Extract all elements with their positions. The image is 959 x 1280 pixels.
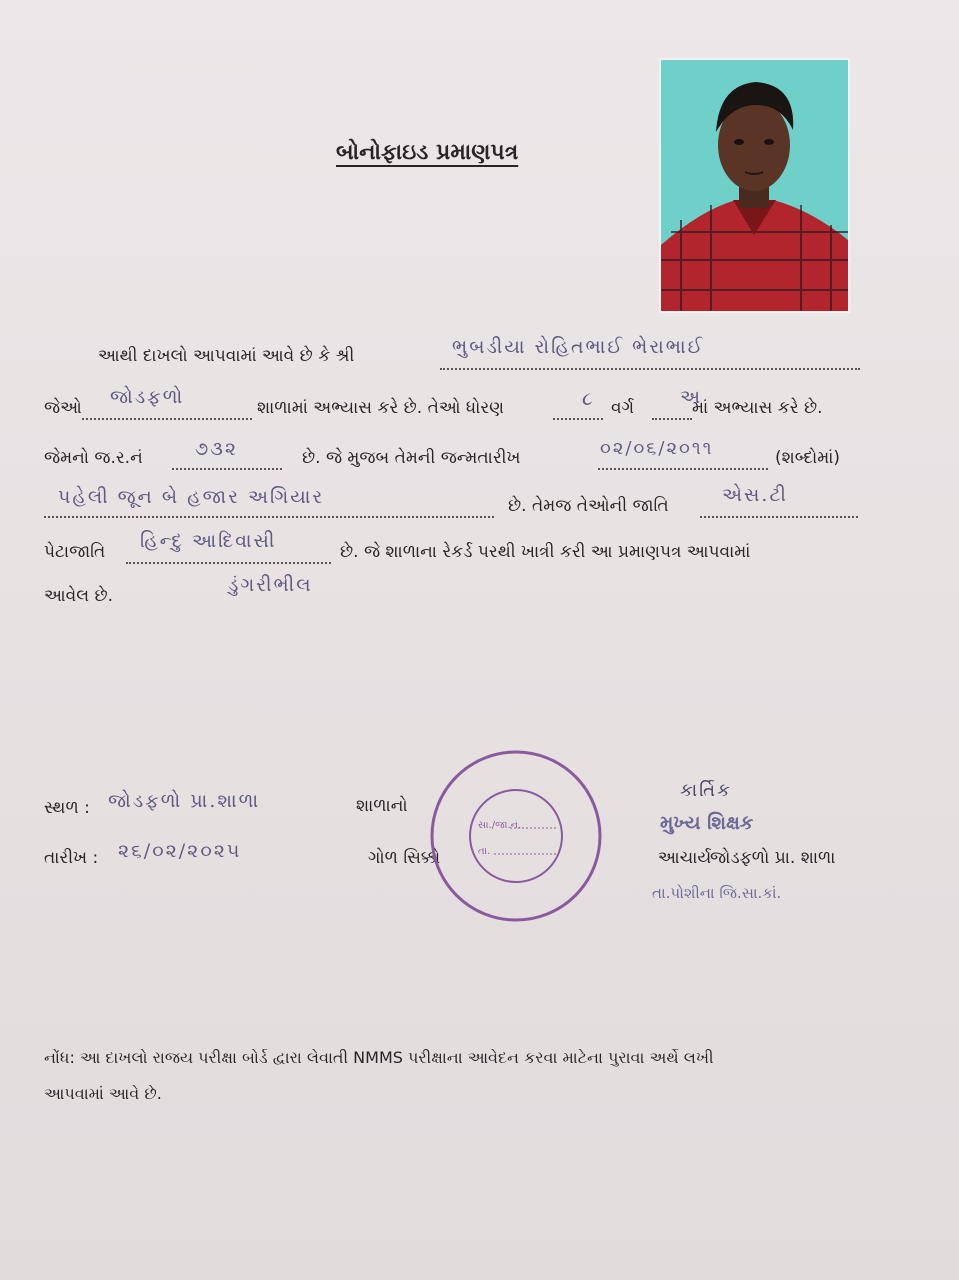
principal-stamp: મુખ્ય શિક્ષક bbox=[660, 812, 754, 834]
seal-label-2: ગોળ સિક્કો bbox=[368, 848, 441, 868]
dob-in-words: પહેલી જૂન બે હજાર અગિયાર bbox=[58, 486, 325, 508]
dotted-line bbox=[82, 418, 252, 420]
dotted-line bbox=[172, 468, 282, 470]
place-label: સ્થળ : bbox=[44, 798, 90, 818]
line2-suffix: માં અભ્યાસ કરે છે. bbox=[692, 398, 823, 418]
dotted-line bbox=[44, 516, 494, 518]
line2-prefix: જેઓ bbox=[44, 398, 82, 418]
stamp-line-1: સા./જા.નં. bbox=[478, 820, 522, 831]
standard: ૮ bbox=[582, 388, 595, 410]
place-value: જોડફળો પ્રા.શાળા bbox=[108, 790, 261, 812]
school-name: જોડફળો bbox=[110, 386, 185, 408]
division: અ bbox=[680, 386, 703, 408]
line5-prefix: પેટાજાતિ bbox=[44, 542, 106, 562]
stamp-line-2: તા. bbox=[478, 846, 491, 857]
note-line-2: આપવામાં આવે છે. bbox=[44, 1084, 162, 1103]
line3-suffix: (શબ્દોમાં) bbox=[775, 448, 841, 468]
sub-caste: હિન્દુ આદિવાસી bbox=[140, 530, 277, 552]
note-line-1: નોંધ: આ દાખલો રાજય પરીક્ષા બોર્ડ દ્વારા લેવાતી NMMS પરીક્ષાના આવેદન કરવા માટેના પુરાવા અર્થે લખી bbox=[44, 1048, 714, 1067]
gr-number: ૭૩૨ bbox=[195, 438, 239, 460]
line6-text: આવેલ છે. bbox=[44, 586, 114, 606]
issue-date: ૨૬/૦૨/૨૦૨૫ bbox=[118, 840, 242, 862]
line3-mid: છે. જે મુજબ તેમની જન્મતારીખ bbox=[302, 448, 521, 468]
dotted-line bbox=[553, 418, 603, 420]
line2-mid2: વર્ગ bbox=[611, 398, 635, 418]
dotted-line bbox=[652, 418, 692, 420]
school-round-seal bbox=[428, 748, 604, 924]
line5-suffix: છે. જે શાળાના રેકર્ડ પરથી ખાત્રી કરી આ પ્રમાણપત્ર આપવામાં bbox=[340, 542, 751, 562]
sub-caste-extra: ડુંગરીભીલ bbox=[228, 574, 313, 596]
dotted-line bbox=[126, 562, 331, 564]
caste: એસ.ટી bbox=[722, 484, 788, 506]
student-photo-image bbox=[661, 60, 848, 311]
date-of-birth: ૦૨/૦૬/૨૦૧૧ bbox=[600, 438, 714, 459]
line4-mid: છે. તેમજ તેઓની જાતિ bbox=[508, 496, 669, 516]
school-sign: જોડફળો પ્રા. શાળા bbox=[710, 848, 836, 868]
student-photo bbox=[659, 58, 850, 313]
principal-label: આચાર્ય bbox=[658, 848, 712, 868]
dotted-line bbox=[700, 516, 858, 518]
line3-prefix: જેમનો જ.ર.નં bbox=[44, 448, 143, 468]
line1-text: આથી દાખલો આપવામાં આવે છે કે શ્રી bbox=[98, 346, 355, 366]
dotted-line bbox=[440, 368, 860, 370]
date-label: તારીખ : bbox=[44, 848, 99, 868]
seal-label-1: શાળાનો bbox=[356, 796, 408, 816]
certificate-title: બોનોફાઇડ પ્રમાણપત્ર bbox=[336, 140, 519, 165]
dotted-line bbox=[598, 468, 768, 470]
student-name: ભુબડીયા રોહિતભાઈ ભેરાભાઈ bbox=[452, 336, 705, 358]
line2-mid: શાળામાં અભ્યાસ કરે છે. તેઓ ધોરણ bbox=[257, 398, 504, 418]
taluka-line: તા.પોશીના જિ.સા.કાં. bbox=[652, 884, 782, 902]
signature: કાર્તિક bbox=[680, 780, 732, 801]
